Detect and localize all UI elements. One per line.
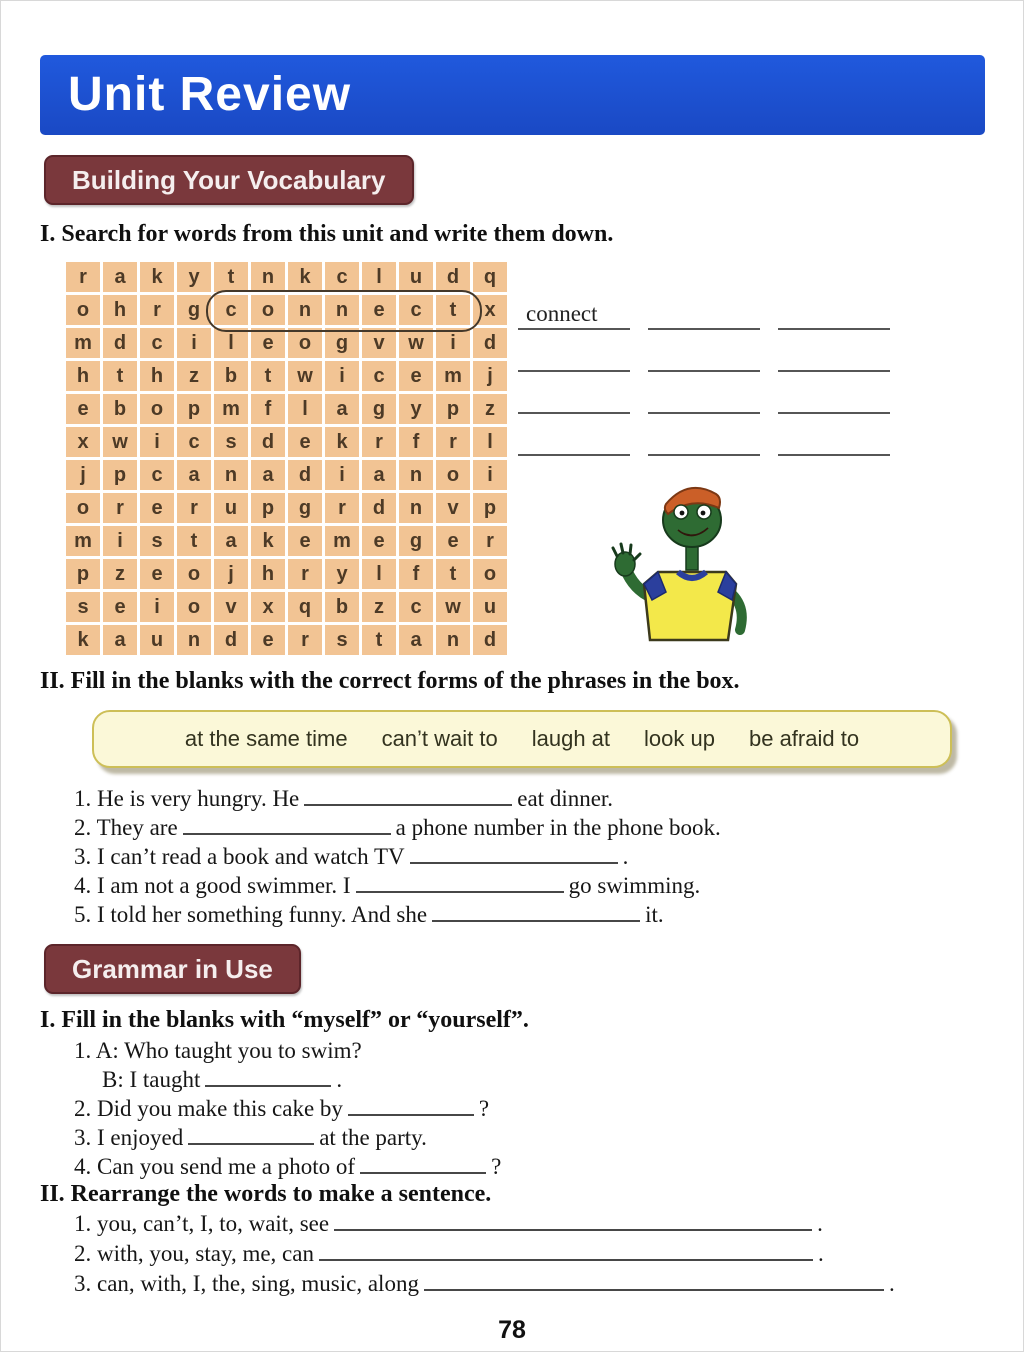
grid-cell: t <box>103 361 137 391</box>
grid-cell: c <box>140 328 174 358</box>
grid-cell: n <box>251 262 285 292</box>
blank-line <box>319 1239 813 1261</box>
grid-cell: x <box>473 295 507 325</box>
grid-cell: k <box>140 262 174 292</box>
grid-cell: e <box>288 427 322 457</box>
item-pre: 4. Can you send me a photo of <box>74 1154 356 1179</box>
grid-cell: u <box>214 493 248 523</box>
grid-cell: e <box>140 559 174 589</box>
grid-cell: t <box>436 295 470 325</box>
grid-cell: g <box>362 394 396 424</box>
sentence-line <box>74 784 721 813</box>
grid-cell: e <box>103 592 137 622</box>
grid-cell: m <box>66 328 100 358</box>
grid-cell: f <box>399 559 433 589</box>
grid-cell: o <box>436 460 470 490</box>
grid-cell: s <box>214 427 248 457</box>
answer-blank-line <box>648 330 760 372</box>
answer-blanks <box>518 288 890 456</box>
item-pre: 1. you, can’t, I, to, wait, see <box>74 1211 330 1236</box>
grid-cell: a <box>103 625 137 655</box>
item-pre: 2. Did you make this cake by <box>74 1096 343 1121</box>
grid-cell: a <box>251 460 285 490</box>
grid-cell: k <box>325 427 359 457</box>
grid-cell: e <box>288 526 322 556</box>
grid-cell: q <box>288 592 322 622</box>
answer-blank-line <box>648 414 760 456</box>
phrase-item: be afraid to <box>748 726 860 751</box>
grammar-fill-items <box>74 1036 501 1181</box>
answer-blank-line <box>778 372 890 414</box>
sentence-pre: 3. I can’t read a book and watch TV <box>74 844 405 869</box>
grid-cell: o <box>140 394 174 424</box>
grid-cell: k <box>251 526 285 556</box>
blank-line <box>410 842 618 864</box>
grid-cell: d <box>251 427 285 457</box>
grid-cell: m <box>436 361 470 391</box>
answer-blank-line <box>518 330 630 372</box>
grid-cell: h <box>66 361 100 391</box>
blank-line <box>348 1094 474 1116</box>
grid-cell: w <box>399 328 433 358</box>
grid-cell: c <box>362 361 396 391</box>
answer-blank-line <box>648 372 760 414</box>
grid-cell: u <box>140 625 174 655</box>
grid-cell: r <box>325 493 359 523</box>
sentence-line <box>74 900 721 929</box>
grid-cell: n <box>436 625 470 655</box>
grid-cell: y <box>325 559 359 589</box>
item-pre: 3. I enjoyed <box>74 1125 184 1150</box>
grid-cell: k <box>288 262 322 292</box>
answer-blank-line <box>778 330 890 372</box>
grid-cell: k <box>66 625 100 655</box>
grammar-badge: Grammar in Use <box>44 944 301 994</box>
grid-cell: l <box>288 394 322 424</box>
page-number: 78 <box>498 1316 526 1344</box>
section-heading-myself: I. Fill in the blanks with “myself” or “yourself”. <box>40 1007 529 1033</box>
grid-cell: t <box>177 526 211 556</box>
item-post: ? <box>478 1096 490 1121</box>
grid-cell: x <box>66 427 100 457</box>
grid-cell: p <box>251 493 285 523</box>
grid-cell: r <box>177 493 211 523</box>
sentence-pre: 1. He is very hungry. He <box>74 786 300 811</box>
answer-blank-line <box>778 414 890 456</box>
grid-cell: e <box>251 328 285 358</box>
grid-cell: r <box>288 559 322 589</box>
grid-cell: e <box>66 394 100 424</box>
grid-cell: t <box>436 559 470 589</box>
grid-cell: r <box>66 262 100 292</box>
sentence-post: eat dinner. <box>517 786 614 811</box>
grid-cell: n <box>177 625 211 655</box>
phrase-item: laugh at <box>531 726 611 751</box>
sentence-line <box>74 871 721 900</box>
blank-line <box>188 1123 314 1145</box>
grid-cell: g <box>177 295 211 325</box>
grid-cell: y <box>177 262 211 292</box>
item-pre: 3. can, with, I, the, sing, music, along <box>74 1271 419 1296</box>
rearrange-line <box>74 1239 895 1269</box>
sentence-post: a phone number in the phone book. <box>395 815 721 840</box>
blank-line <box>304 784 512 806</box>
blank-line <box>424 1269 884 1291</box>
item-post: . <box>817 1211 823 1236</box>
grid-cell: a <box>214 526 248 556</box>
grid-cell: n <box>399 460 433 490</box>
grid-cell: z <box>177 361 211 391</box>
sentence-line <box>74 842 721 871</box>
sentence-post: . <box>622 844 629 869</box>
grid-cell: n <box>288 295 322 325</box>
sentence-post: it. <box>645 902 664 927</box>
grid-cell: h <box>103 295 137 325</box>
grid-cell: d <box>103 328 137 358</box>
grid-cell: a <box>399 625 433 655</box>
item-pre: B: I taught <box>102 1067 201 1092</box>
grid-cell: p <box>473 493 507 523</box>
blank-line <box>360 1152 486 1174</box>
grid-cell: c <box>177 427 211 457</box>
grid-cell: d <box>473 625 507 655</box>
blank-line <box>334 1209 812 1231</box>
item-pre: 2. with, you, stay, me, can <box>74 1241 314 1266</box>
grid-cell: e <box>362 526 396 556</box>
grid-cell: z <box>362 592 396 622</box>
grid-cell: u <box>473 592 507 622</box>
grid-cell: o <box>66 295 100 325</box>
answer-blank-line <box>778 288 890 330</box>
grid-cell: h <box>251 559 285 589</box>
rearrange-line <box>74 1209 895 1239</box>
grid-cell: b <box>214 361 248 391</box>
grid-cell: v <box>362 328 396 358</box>
grid-cell: p <box>103 460 137 490</box>
grid-cell: a <box>362 460 396 490</box>
sentence-pre: 4. I am not a good swimmer. I <box>74 873 351 898</box>
grid-cell: t <box>214 262 248 292</box>
grid-cell: u <box>399 262 433 292</box>
grid-cell: l <box>362 559 396 589</box>
grid-cell: c <box>140 460 174 490</box>
phrase-box <box>92 710 952 768</box>
grid-cell: e <box>399 361 433 391</box>
vocabulary-badge: Building Your Vocabulary <box>44 155 414 205</box>
grid-cell: n <box>399 493 433 523</box>
grid-cell: c <box>214 295 248 325</box>
grid-cell: v <box>436 493 470 523</box>
sentence-pre: 2. They are <box>74 815 178 840</box>
grid-cell: o <box>177 559 211 589</box>
page-title: Unit Review <box>68 68 352 121</box>
word-search-grid <box>66 262 507 655</box>
phrase-item: look up <box>644 726 715 751</box>
grid-cell: l <box>473 427 507 457</box>
grid-cell: e <box>362 295 396 325</box>
grid-cell: i <box>140 592 174 622</box>
grid-cell: c <box>399 592 433 622</box>
grid-cell: n <box>325 295 359 325</box>
grid-cell: a <box>103 262 137 292</box>
mascot-illustration <box>600 478 780 666</box>
grid-cell: c <box>399 295 433 325</box>
item-post: at the party. <box>319 1125 427 1150</box>
grid-cell: g <box>399 526 433 556</box>
grid-cell: i <box>325 460 359 490</box>
grid-cell: w <box>103 427 137 457</box>
section-heading-rearrange: II. Rearrange the words to make a sentence. <box>40 1181 492 1207</box>
grid-cell: n <box>214 460 248 490</box>
grid-cell: r <box>362 427 396 457</box>
grid-cell: d <box>288 460 322 490</box>
item-pre: 1. A: Who taught you to swim? <box>74 1038 362 1063</box>
answer-blank-line <box>648 288 760 330</box>
mascot-hand <box>613 544 640 576</box>
grid-cell: o <box>251 295 285 325</box>
grid-cell: j <box>473 361 507 391</box>
grid-cell: h <box>140 361 174 391</box>
grid-cell: m <box>214 394 248 424</box>
blank-line <box>432 900 640 922</box>
grid-cell: d <box>362 493 396 523</box>
grid-cell: e <box>140 493 174 523</box>
grid-cell: i <box>140 427 174 457</box>
grammar-item-line <box>74 1152 501 1181</box>
grid-cell: s <box>140 526 174 556</box>
grid-cell: l <box>362 262 396 292</box>
grid-cell: m <box>66 526 100 556</box>
grid-cell: p <box>66 559 100 589</box>
grid-cell: z <box>103 559 137 589</box>
grid-cell: s <box>66 592 100 622</box>
sentence-pre: 5. I told her something funny. And she <box>74 902 428 927</box>
grammar-item-line <box>74 1123 501 1152</box>
blank-line <box>356 871 564 893</box>
grid-cell: t <box>362 625 396 655</box>
grid-cell: w <box>288 361 322 391</box>
grid-cell: t <box>251 361 285 391</box>
phrase-item: at the same time <box>184 726 348 751</box>
grid-cell: i <box>177 328 211 358</box>
grid-cell: o <box>473 559 507 589</box>
grid-cell: s <box>325 625 359 655</box>
grid-cell: o <box>288 328 322 358</box>
grid-cell: o <box>177 592 211 622</box>
sentence-post: go swimming. <box>568 873 701 898</box>
answer-word: connect <box>526 301 598 326</box>
rearrange-items <box>74 1209 895 1299</box>
grid-cell: i <box>473 460 507 490</box>
grid-cell: r <box>288 625 322 655</box>
grid-cell: x <box>251 592 285 622</box>
grid-cell: c <box>325 262 359 292</box>
unit-review-header <box>40 55 985 135</box>
grid-cell: j <box>66 460 100 490</box>
grid-cell: b <box>325 592 359 622</box>
grid-cell: l <box>214 328 248 358</box>
answer-blank-line <box>518 414 630 456</box>
grid-cell: r <box>140 295 174 325</box>
grid-cell: z <box>473 394 507 424</box>
sentence-line <box>74 813 721 842</box>
item-post: . <box>336 1067 343 1092</box>
rearrange-line <box>74 1269 895 1299</box>
grid-cell: v <box>214 592 248 622</box>
grid-cell: q <box>473 262 507 292</box>
grid-cell: p <box>436 394 470 424</box>
phrase-item: can’t wait to <box>381 726 498 751</box>
blank-line <box>183 813 391 835</box>
grid-cell: r <box>436 427 470 457</box>
grid-cell: i <box>436 328 470 358</box>
fill-blank-sentences <box>74 784 721 929</box>
section-heading-wordsearch: I. Search for words from this unit and write them down. <box>40 221 614 247</box>
answer-blank-line <box>518 372 630 414</box>
grid-cell: a <box>325 394 359 424</box>
grid-cell: p <box>177 394 211 424</box>
grid-cell: w <box>436 592 470 622</box>
grid-cell: d <box>436 262 470 292</box>
grammar-item-line <box>102 1065 501 1094</box>
answer-blank-line <box>518 288 630 330</box>
grid-cell: e <box>251 625 285 655</box>
grid-cell: j <box>214 559 248 589</box>
grid-cell: r <box>473 526 507 556</box>
grid-cell: o <box>66 493 100 523</box>
word-search <box>66 262 507 655</box>
grammar-item-line <box>74 1036 501 1065</box>
section-heading-fill-blanks: II. Fill in the blanks with the correct forms of the phrases in the box. <box>40 668 740 694</box>
grid-cell: i <box>103 526 137 556</box>
item-post: ? <box>491 1154 502 1179</box>
grid-cell: a <box>177 460 211 490</box>
grid-cell: b <box>103 394 137 424</box>
grid-cell: d <box>473 328 507 358</box>
item-post: . <box>888 1271 895 1296</box>
grid-cell: r <box>103 493 137 523</box>
blank-line <box>205 1065 331 1087</box>
grid-cell: y <box>399 394 433 424</box>
grid-cell: e <box>436 526 470 556</box>
grid-cell: g <box>325 328 359 358</box>
grid-cell: g <box>288 493 322 523</box>
grid-cell: f <box>399 427 433 457</box>
grid-cell: d <box>214 625 248 655</box>
grid-cell: f <box>251 394 285 424</box>
item-post: . <box>817 1241 824 1266</box>
grid-cell: i <box>325 361 359 391</box>
grammar-item-line <box>74 1094 501 1123</box>
grid-cell: m <box>325 526 359 556</box>
